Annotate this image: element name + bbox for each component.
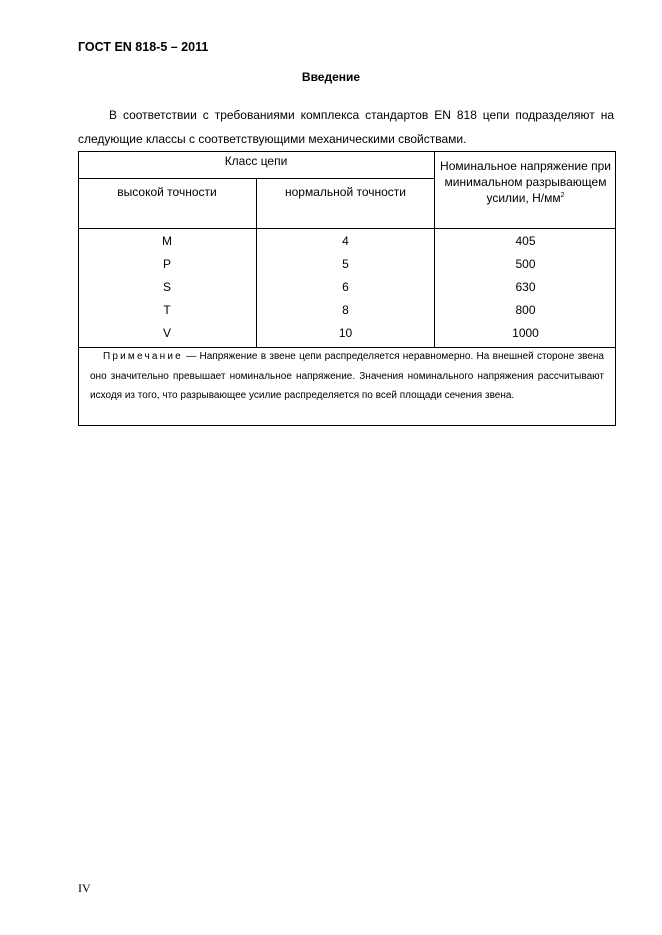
table-cell: 500 (515, 257, 536, 271)
column-high-precision (78, 230, 256, 345)
table-cell: M (162, 234, 172, 248)
table-cell: 4 (342, 234, 349, 248)
table-cell: 8 (342, 303, 349, 317)
intro-paragraph: В соответствии с требованиями комплекса стандартов EN 818 цепи подразделяют на следующие классы с соответствующими механическими свойствами. (78, 108, 614, 146)
table-cell: 10 (338, 326, 353, 340)
note-text: — Напряжение в звене цепи распределяется неравномерно. На внешней стороне звена оно значительно превышает номинальное напряжение. Значения номинального напряжения рассчитывают исходя из того, что разрывающее усилие распределяется по всей площади сечения звена. (90, 351, 604, 401)
divider-subheader (78, 178, 434, 179)
table-cell: 405 (515, 234, 536, 248)
note-label: Примечание (103, 351, 183, 362)
table-cell: 5 (342, 257, 349, 271)
table-cell: T (163, 303, 171, 317)
table-cell: 1000 (512, 326, 539, 340)
table-cell: S (162, 280, 171, 294)
divider-header (78, 228, 616, 229)
header-chain-class: Класс цепи (224, 154, 288, 168)
table-note (78, 347, 616, 406)
table-cell: 6 (342, 280, 349, 294)
document-id: ГОСТ EN 818-5 – 2011 (78, 40, 209, 54)
section-title: Введение (301, 70, 361, 84)
header-high-precision: высокой точности (117, 185, 217, 199)
header-nominal-stress (435, 158, 616, 206)
column-normal-precision (257, 230, 434, 345)
table-cell: V (162, 326, 171, 340)
column-nominal-stress (435, 230, 616, 345)
table-cell: P (162, 257, 171, 271)
table-cell: 800 (515, 303, 536, 317)
header-nominal-stress-text: Номинальное напряжение при минимальном разрывающем усилии, Н/мм (440, 159, 611, 205)
page-number: IV (78, 881, 91, 895)
chain-class-table (78, 151, 616, 426)
header-normal-precision: нормальной точности (284, 185, 406, 199)
header-nominal-stress-sup: 2 (560, 192, 565, 199)
table-cell: 630 (515, 280, 536, 294)
